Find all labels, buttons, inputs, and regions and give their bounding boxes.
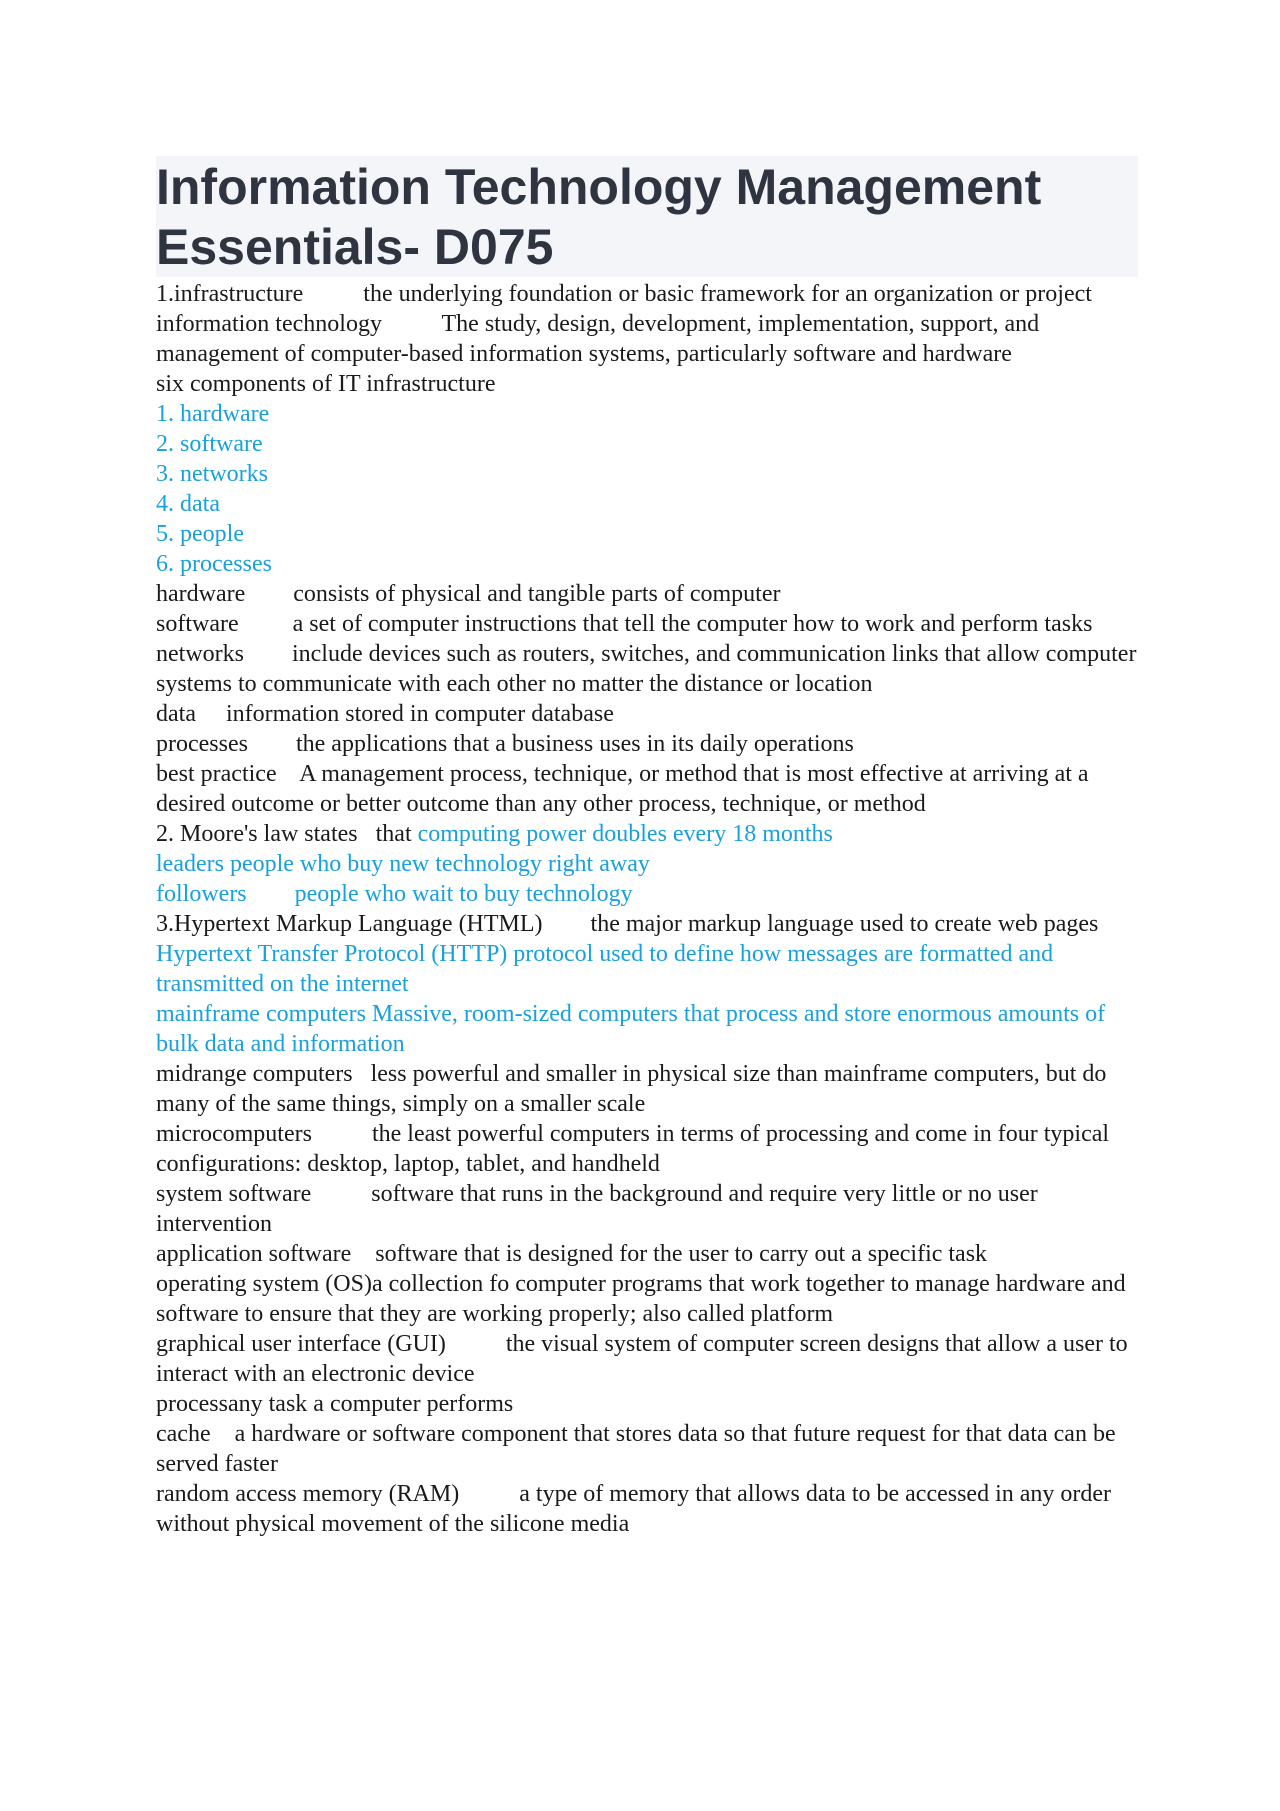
paragraph: processany task a computer performs [156, 1391, 514, 1417]
paragraph: midrange computers less powerful and smaller in physical size than mainframe computers, but do many of the same things, simply on a smaller scale [156, 1061, 1113, 1117]
paragraph: 1. hardware [156, 401, 270, 427]
paragraph-segment: 2. Moore's law states that [156, 821, 418, 847]
paragraph: software a set of computer instructions that tell the computer how to work and perform tasks [156, 611, 1093, 637]
paragraph: leaders people who buy new technology right away [156, 851, 650, 877]
paragraph: processes the applications that a business uses in its daily operations [156, 731, 854, 757]
paragraph [156, 819, 1138, 849]
title-line-1: Information Technology Management [156, 159, 1042, 215]
paragraph: data information stored in computer database [156, 701, 614, 727]
paragraph: followers people who wait to buy technology [156, 881, 633, 907]
paragraph: hardware consists of physical and tangible parts of computer [156, 581, 781, 607]
paragraph: 4. data [156, 491, 220, 517]
paragraph: cache a hardware or software component that stores data so that future request for that data can be served faster [156, 1421, 1122, 1477]
paragraph: Hypertext Transfer Protocol (HTTP) protocol used to define how messages are formatted and transmitted on the internet [156, 941, 1060, 997]
paragraph: 1.infrastructure the underlying foundation or basic framework for an organization or project [156, 281, 1092, 307]
paragraph: 5. people [156, 521, 244, 547]
document-body [156, 279, 1143, 1539]
paragraph: application software software that is designed for the user to carry out a specific task [156, 1241, 988, 1267]
paragraph: information technology The study, design, development, implementation, support, and management of computer-based information systems, particularly software and hardware [156, 311, 1046, 367]
paragraph: microcomputers the least powerful computers in terms of processing and come in four typical configurations: desktop, laptop, tablet, and handheld [156, 1121, 1116, 1177]
paragraph: networks include devices such as routers, switches, and communication links that allow computer systems to communicate with each other no matter the distance or location [156, 641, 1143, 697]
paragraph: random access memory (RAM) a type of memory that allows data to be accessed in any order without physical movement of the silicone media [156, 1481, 1118, 1537]
paragraph: six components of IT infrastructure [156, 371, 496, 397]
title-line-2: Essentials- D075 [156, 219, 554, 275]
paragraph: best practice A management process, technique, or method that is most effective at arriving at a desired outcome or better outcome than any other process, technique, or method [156, 761, 1095, 817]
paragraph: 3.Hypertext Markup Language (HTML) the major markup language used to create web pages [156, 911, 1099, 937]
paragraph: system software software that runs in the background and require very little or no user intervention [156, 1181, 1044, 1237]
paragraph: 2. software [156, 431, 263, 457]
paragraph: 6. processes [156, 551, 272, 577]
document-page [156, 156, 1143, 1539]
paragraph: operating system (OS)a collection fo computer programs that work together to manage hardware and software to ensure that they are working properly; also called platform [156, 1271, 1132, 1327]
paragraph: 3. networks [156, 461, 268, 487]
paragraph-segment: computing power doubles every 18 months [417, 821, 833, 847]
document-title [156, 156, 1134, 277]
title-block [156, 156, 1138, 277]
paragraph: graphical user interface (GUI) the visual system of computer screen designs that allow a user to interact with an electronic device [156, 1331, 1134, 1387]
paragraph: mainframe computers Massive, room-sized computers that process and store enormous amounts of bulk data and information [156, 1001, 1112, 1057]
